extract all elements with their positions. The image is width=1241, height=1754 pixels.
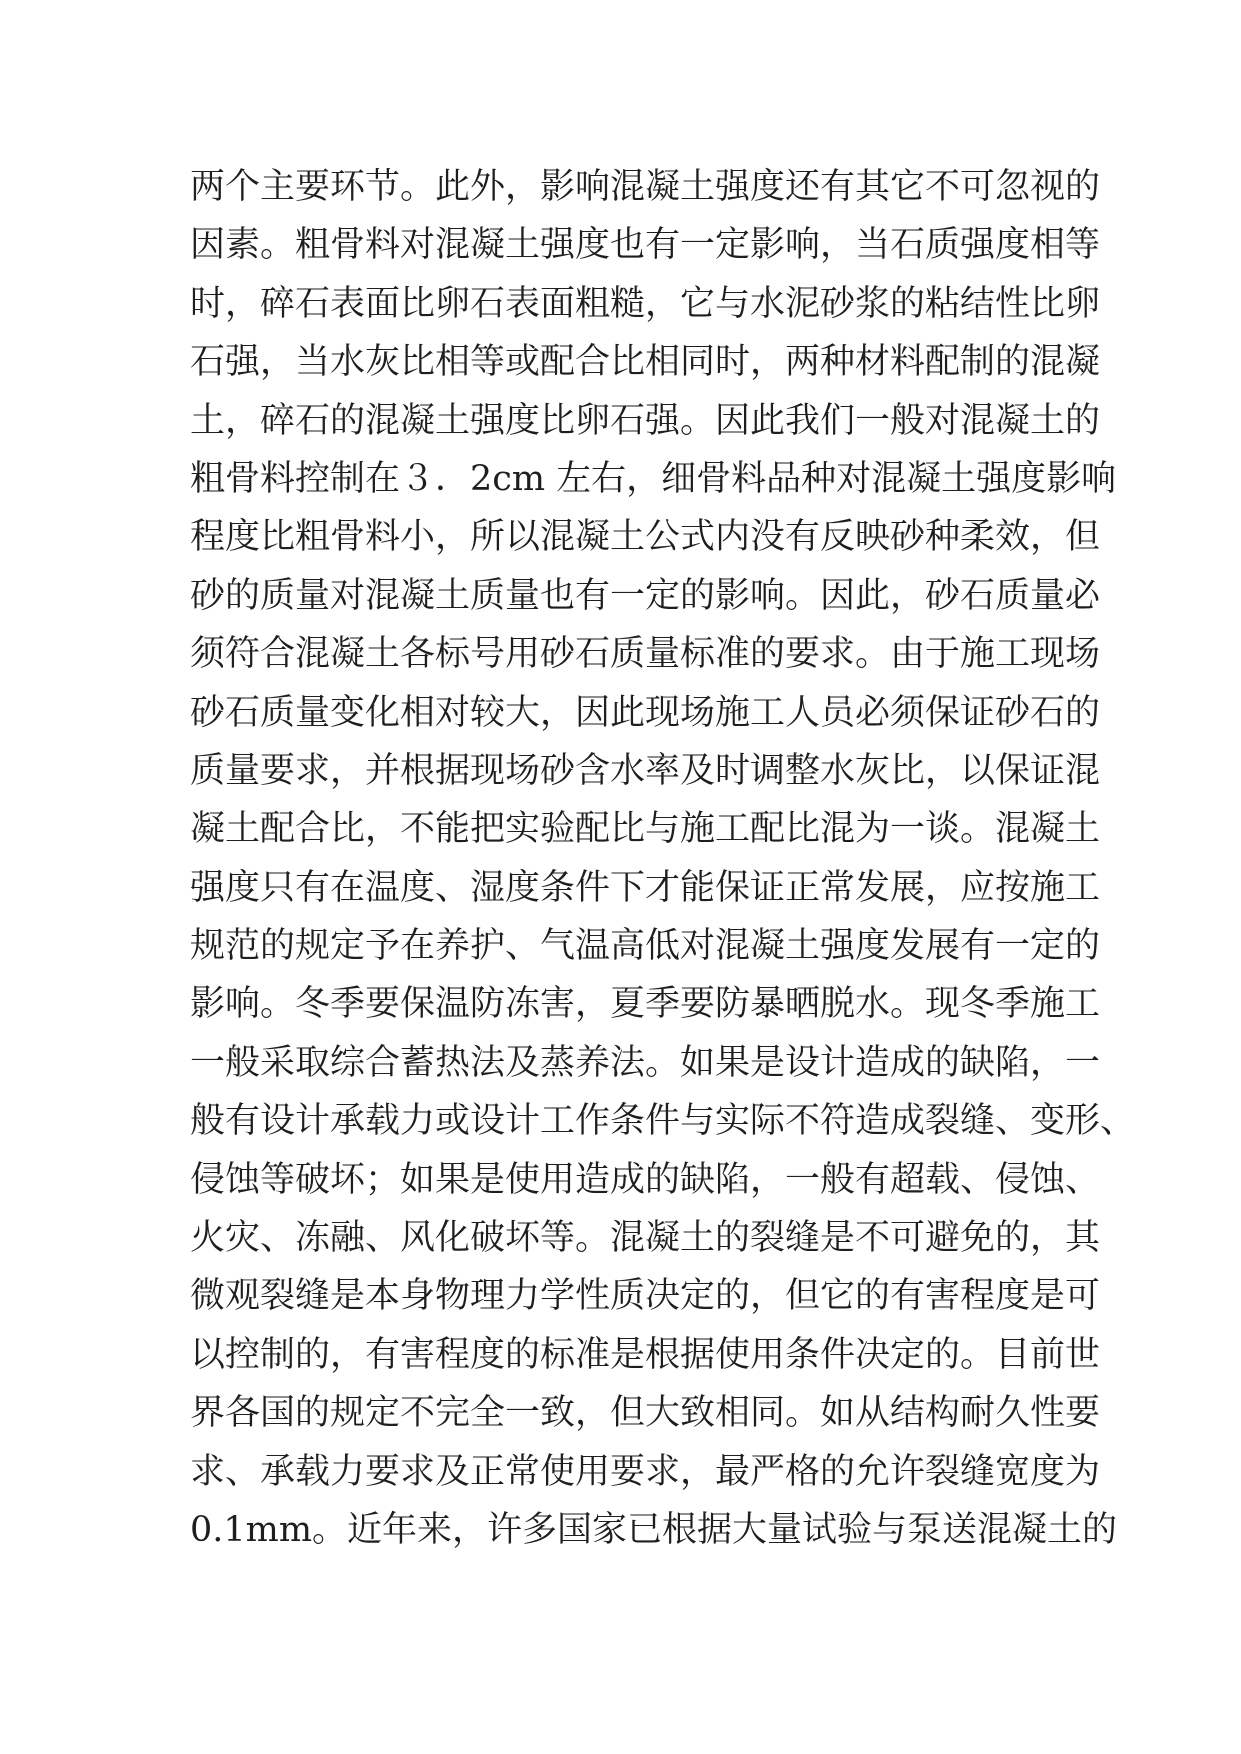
text-line-18: 侵蚀等破坏；如果是使用造成的缺陷，一般有超载、侵蚀、 — [190, 1159, 1101, 1200]
text-line-15: 影响。冬季要保温防冻害，夏季要防暴晒脱水。现冬季施工 — [190, 984, 1101, 1025]
text-line-19: 火灾、冻融、风化破坏等。混凝土的裂缝是不可避免的，其 — [190, 1218, 1101, 1259]
text-line-8: 砂的质量对混凝土质量也有一定的影响。因此，砂石质量必 — [190, 575, 1101, 616]
text-line-10: 砂石质量变化相对较大，因此现场施工人员必须保证砂石的 — [190, 692, 1101, 733]
text-line-7: 程度比粗骨料小，所以混凝土公式内没有反映砂种柔效，但 — [190, 517, 1101, 558]
text-line-22: 界各国的规定不完全一致，但大致相同。如从结构耐久性要 — [190, 1393, 1101, 1434]
text-line-12: 凝土配合比，不能把实验配比与施工配比混为一谈。混凝土 — [190, 809, 1101, 850]
text-line-11: 质量要求，并根据现场砂含水率及时调整水灰比，以保证混 — [190, 750, 1101, 791]
text-line-21: 以控制的，有害程度的标准是根据使用条件决定的。目前世 — [190, 1334, 1101, 1375]
text-line-5: 土，碎石的混凝土强度比卵石强。因此我们一般对混凝土的 — [190, 400, 1101, 441]
text-line-14: 规范的规定予在养护、气温高低对混凝土强度发展有一定的 — [190, 926, 1101, 967]
text-line-2: 因素。粗骨料对混凝土强度也有一定影响，当石质强度相等 — [190, 225, 1101, 266]
text-line-23: 求、承载力要求及正常使用要求，最严格的允许裂缝宽度为 — [190, 1451, 1101, 1492]
text-line-6: 粗骨料控制在３．2cm 左右，细骨料品种对混凝土强度影响 — [190, 458, 1117, 499]
text-line-20: 微观裂缝是本身物理力学性质决定的，但它的有害程度是可 — [190, 1276, 1101, 1317]
text-line-1: 两个主要环节。此外，影响混凝土强度还有其它不可忽视的 — [190, 167, 1101, 207]
text-line-4: 石强，当水灰比相等或配合比相同时，两种材料配制的混凝 — [190, 342, 1101, 383]
body-text — [190, 158, 1136, 1559]
text-line-16: 一般采取综合蓄热法及蒸养法。如果是设计造成的缺陷，一 — [190, 1042, 1101, 1083]
text-line-9: 须符合混凝土各标号用砂石质量标准的要求。由于施工现场 — [190, 634, 1101, 675]
text-line-3: 时，碎石表面比卵石表面粗糙，它与水泥砂浆的粘结性比卵 — [190, 283, 1101, 324]
text-line-24: 0.1mm。近年来，许多国家已根据大量试验与泵送混凝土的 — [190, 1509, 1118, 1550]
text-line-13: 强度只有在温度、湿度条件下才能保证正常发展，应按施工 — [190, 867, 1101, 908]
text-line-17: 般有设计承载力或设计工作条件与实际不符造成裂缝、变形、 — [190, 1101, 1136, 1142]
